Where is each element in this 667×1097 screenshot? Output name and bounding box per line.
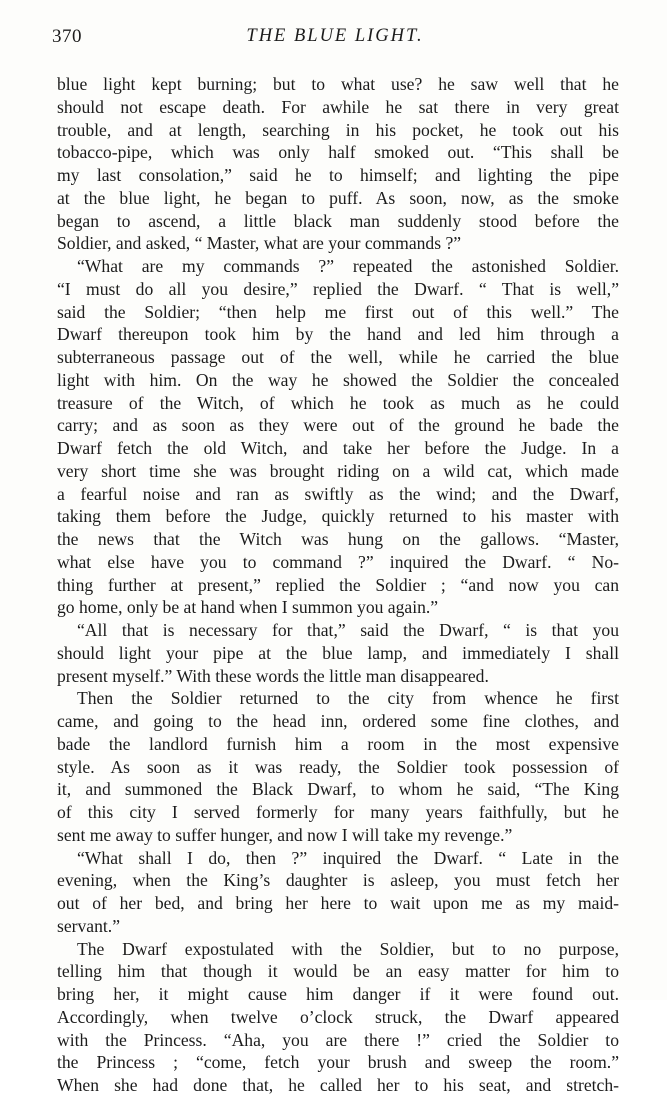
page-header <box>52 26 618 56</box>
text-line: out of her bed, and bring her here to wait upon me as my maid- <box>57 893 619 913</box>
text-line: carry; and as soon as they were out of the ground he bade the <box>57 415 619 436</box>
text-line: “I must do all you desire,” replied the Dwarf. “ That is well,” <box>57 278 619 299</box>
text-line: Soldier, and asked, “ Master, what are your commands ?” <box>57 233 462 254</box>
text-line: a fearful noise and ran as swiftly as the wind; and the Dwarf, <box>57 483 619 504</box>
text-line: came, and going to the head inn, ordered some fine clothes, and <box>57 711 619 731</box>
text-line: present myself.” With these words the little man disappeared. <box>57 665 489 686</box>
text-line: tobacco-pipe, which was only half smoked out. “This shall be <box>57 142 619 163</box>
text-line: evening, when the King’s daughter is asleep, you must fetch her <box>57 870 619 891</box>
text-line: Dwarf thereupon took him by the hand and led him through a <box>57 324 619 345</box>
text-line: sent me away to suffer hunger, and now I will take my revenge.” <box>57 824 513 845</box>
text-line: bade the landlord furnish him a room in the most expensive <box>57 733 619 754</box>
text-line: my last consolation,” said he to himself; and lighting the pipe <box>57 165 619 185</box>
text-line: the Princess ; “come, fetch your brush and sweep the room.” <box>57 1052 619 1073</box>
text-line: Accordingly, when twelve o’clock struck, the Dwarf appeared <box>57 1006 619 1027</box>
page-number: 370 <box>52 26 82 47</box>
text-line: began to ascend, a little black man suddenly stood before the <box>57 210 619 231</box>
text-line: should light your pipe at the blue lamp, and immediately I shall <box>57 642 619 663</box>
text-line: The Dwarf expostulated with the Soldier, but to no purpose, <box>77 938 619 959</box>
text-line: treasure of the Witch, of which he took as much as he could <box>57 392 619 413</box>
text-line: go home, only be at hand when I summon you again.” <box>57 597 439 618</box>
text-line: should not escape death. For awhile he sat there in very great <box>57 96 619 117</box>
text-line: telling him that though it would be an easy matter for him to <box>57 961 619 982</box>
text-line: Then the Soldier returned to the city from whence he first <box>77 688 619 709</box>
text-line: bring her, it might cause him danger if it were found out. <box>57 984 619 1004</box>
text-line: When she had done that, he called her to his seat, and stretch- <box>57 1075 619 1095</box>
text-line: the news that the Witch was hung on the gallows. “Master, <box>57 529 619 549</box>
text-line: light with him. On the way he showed the Soldier the concealed <box>57 369 619 390</box>
text-line: servant.” <box>57 915 121 936</box>
text-line: “All that is necessary for that,” said the Dwarf, “ is that you <box>77 620 619 640</box>
text-line: taking them before the Judge, quickly returned to his master with <box>57 506 619 527</box>
text-line: of this city I served formerly for many years faithfully, but he <box>57 802 619 822</box>
text-line: “What shall I do, then ?” inquired the Dwarf. “ Late in the <box>77 847 619 868</box>
text-line: it, and summoned the Black Dwarf, to whom he said, “The King <box>57 779 619 800</box>
text-line: with the Princess. “Aha, you are there !” cried the Soldier to <box>57 1029 619 1050</box>
text-line: said the Soldier; “then help me first out of this well.” The <box>57 301 619 322</box>
text-line: Dwarf fetch the old Witch, and take her before the Judge. In a <box>57 438 619 458</box>
text-line: trouble, and at length, searching in his pocket, he took out his <box>57 119 619 140</box>
text-line: thing further at present,” replied the Soldier ; “and now you can <box>57 574 619 595</box>
text-line: “What are my commands ?” repeated the astonished Soldier. <box>77 256 619 276</box>
text-line: style. As soon as it was ready, the Soldier took possession of <box>57 756 619 777</box>
text-line: blue light kept burning; but to what use? he saw well that he <box>57 74 619 94</box>
text-line: subterraneous passage out of the well, while he carried the blue <box>57 347 619 367</box>
running-title: THE BLUE LIGHT. <box>246 26 424 46</box>
text-line: what else have you to command ?” inquired the Dwarf. “ No- <box>57 551 619 572</box>
text-line: very short time she was brought riding on a wild cat, which made <box>57 460 619 481</box>
text-line: at the blue light, he began to puff. As soon, now, as the smoke <box>57 187 619 208</box>
body-text <box>57 73 619 1097</box>
